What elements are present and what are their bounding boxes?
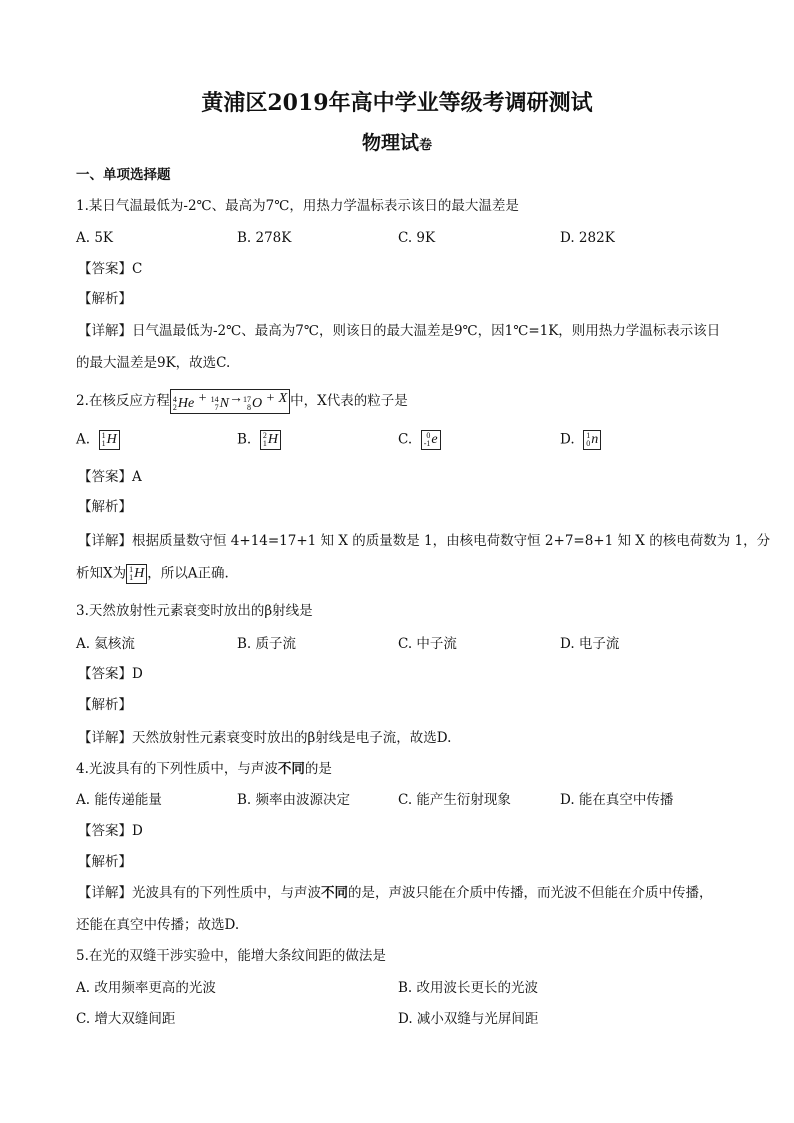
q3-answer: 【答案】D [78, 666, 143, 682]
question-3-stem: 3.天然放射性元素衰变时放出的β射线是 [76, 603, 313, 619]
q1-option-b: B. 278K [237, 230, 292, 246]
q1-detail [78, 322, 720, 340]
page-subtitle [0, 128, 794, 155]
q3-detail: 【详解】天然放射性元素衰变时放出的β射线是电子流，故选D. [78, 730, 452, 746]
q1-option-d: D. 282K [560, 230, 615, 246]
q4-detail-cont: 还能在真空中传播；故选D. [76, 917, 240, 933]
q2-option-d: D. 1 0 n [560, 430, 601, 450]
q2-answer: 【答案】A [78, 469, 142, 485]
q1-detail-cont: 的最大温差是9K，故选C. [76, 355, 231, 371]
q3-option-c: C. 中子流 [398, 636, 457, 652]
q5-option-a: A. 改用频率更高的光波 [76, 980, 216, 996]
reaction-equation: 4 2 He + 14 7 N → 17 8 O + X [170, 389, 290, 414]
q3-analysis-label: 【解析】 [78, 697, 132, 713]
q2-analysis-label: 【解析】 [78, 499, 132, 515]
answer-value: C [132, 261, 143, 277]
question-5-stem: 5.在光的双缝干涉实验中，能增大条纹间距的做法是 [76, 948, 386, 964]
detail-text: 日气温最低为-2℃、最高为7℃，则该日的最大温差是9℃，因1℃=1K，则用热力学温标表示该日 [132, 323, 721, 339]
subtitle-small: 卷 [419, 138, 433, 153]
q4-detail: 【详解】光波具有的下列性质中，与声波不同的是，声波只能在介质中传播，而光波不但能在介质中传播， [78, 885, 713, 901]
page-title: 黄浦区2019年高中学业等级考调研测试 [201, 90, 593, 116]
q4-option-c: C. 能产生衍射现象 [398, 792, 511, 808]
q2-detail-cont: 析知X为 1 1 H ，所以A正确. [76, 565, 229, 582]
question-1-stem: 1.某日气温最低为-2℃、最高为7℃，用热力学温标表示该日的最大温差是 [76, 198, 519, 214]
q1-answer [78, 260, 142, 278]
q3-option-b: B. 质子流 [237, 636, 297, 652]
q4-option-a: A. 能传递能量 [76, 792, 162, 808]
q2-option-c: C. 0 -1 e [398, 430, 441, 450]
question-4-stem: 4.光波具有的下列性质中，与声波不同的是 [76, 761, 332, 777]
stem-text: 中，X代表的粒子是 [290, 393, 408, 409]
q3-option-a: A. 氦核流 [76, 636, 135, 652]
detail-label: 【详解】 [78, 323, 132, 339]
q4-option-d: D. 能在真空中传播 [560, 792, 674, 808]
q5-option-b: B. 改用波长更长的光波 [398, 980, 539, 996]
q4-option-b: B. 频率由波源决定 [237, 792, 351, 808]
section-heading: 一、单项选择题 [76, 167, 171, 183]
q1-option-a: A. 5K [76, 230, 114, 246]
answer-label: 【答案】 [78, 261, 132, 277]
q5-option-d: D. 减小双缝与光屏间距 [398, 1011, 539, 1027]
q2-option-a: A. 1 1 H [76, 430, 120, 450]
subtitle-main: 物理试 [361, 132, 419, 154]
q2-option-b: B. 2 1 H [237, 430, 281, 450]
q1-option-c: C. 9K [398, 230, 436, 246]
q1-analysis-label: 【解析】 [78, 291, 132, 307]
q4-analysis-label: 【解析】 [78, 854, 132, 870]
q5-option-c: C. 增大双缝间距 [76, 1011, 176, 1027]
stem-text: 2.在核反应方程 [76, 393, 170, 409]
q2-detail: 【详解】根据质量数守恒 4+14=17+1 知 X 的质量数是 1，由核电荷数守恒 2+7=8+1 知 X 的核电荷数为 1，分 [78, 533, 771, 549]
question-2-stem [76, 389, 408, 414]
q3-option-d: D. 电子流 [560, 636, 620, 652]
q4-answer: 【答案】D [78, 823, 143, 839]
